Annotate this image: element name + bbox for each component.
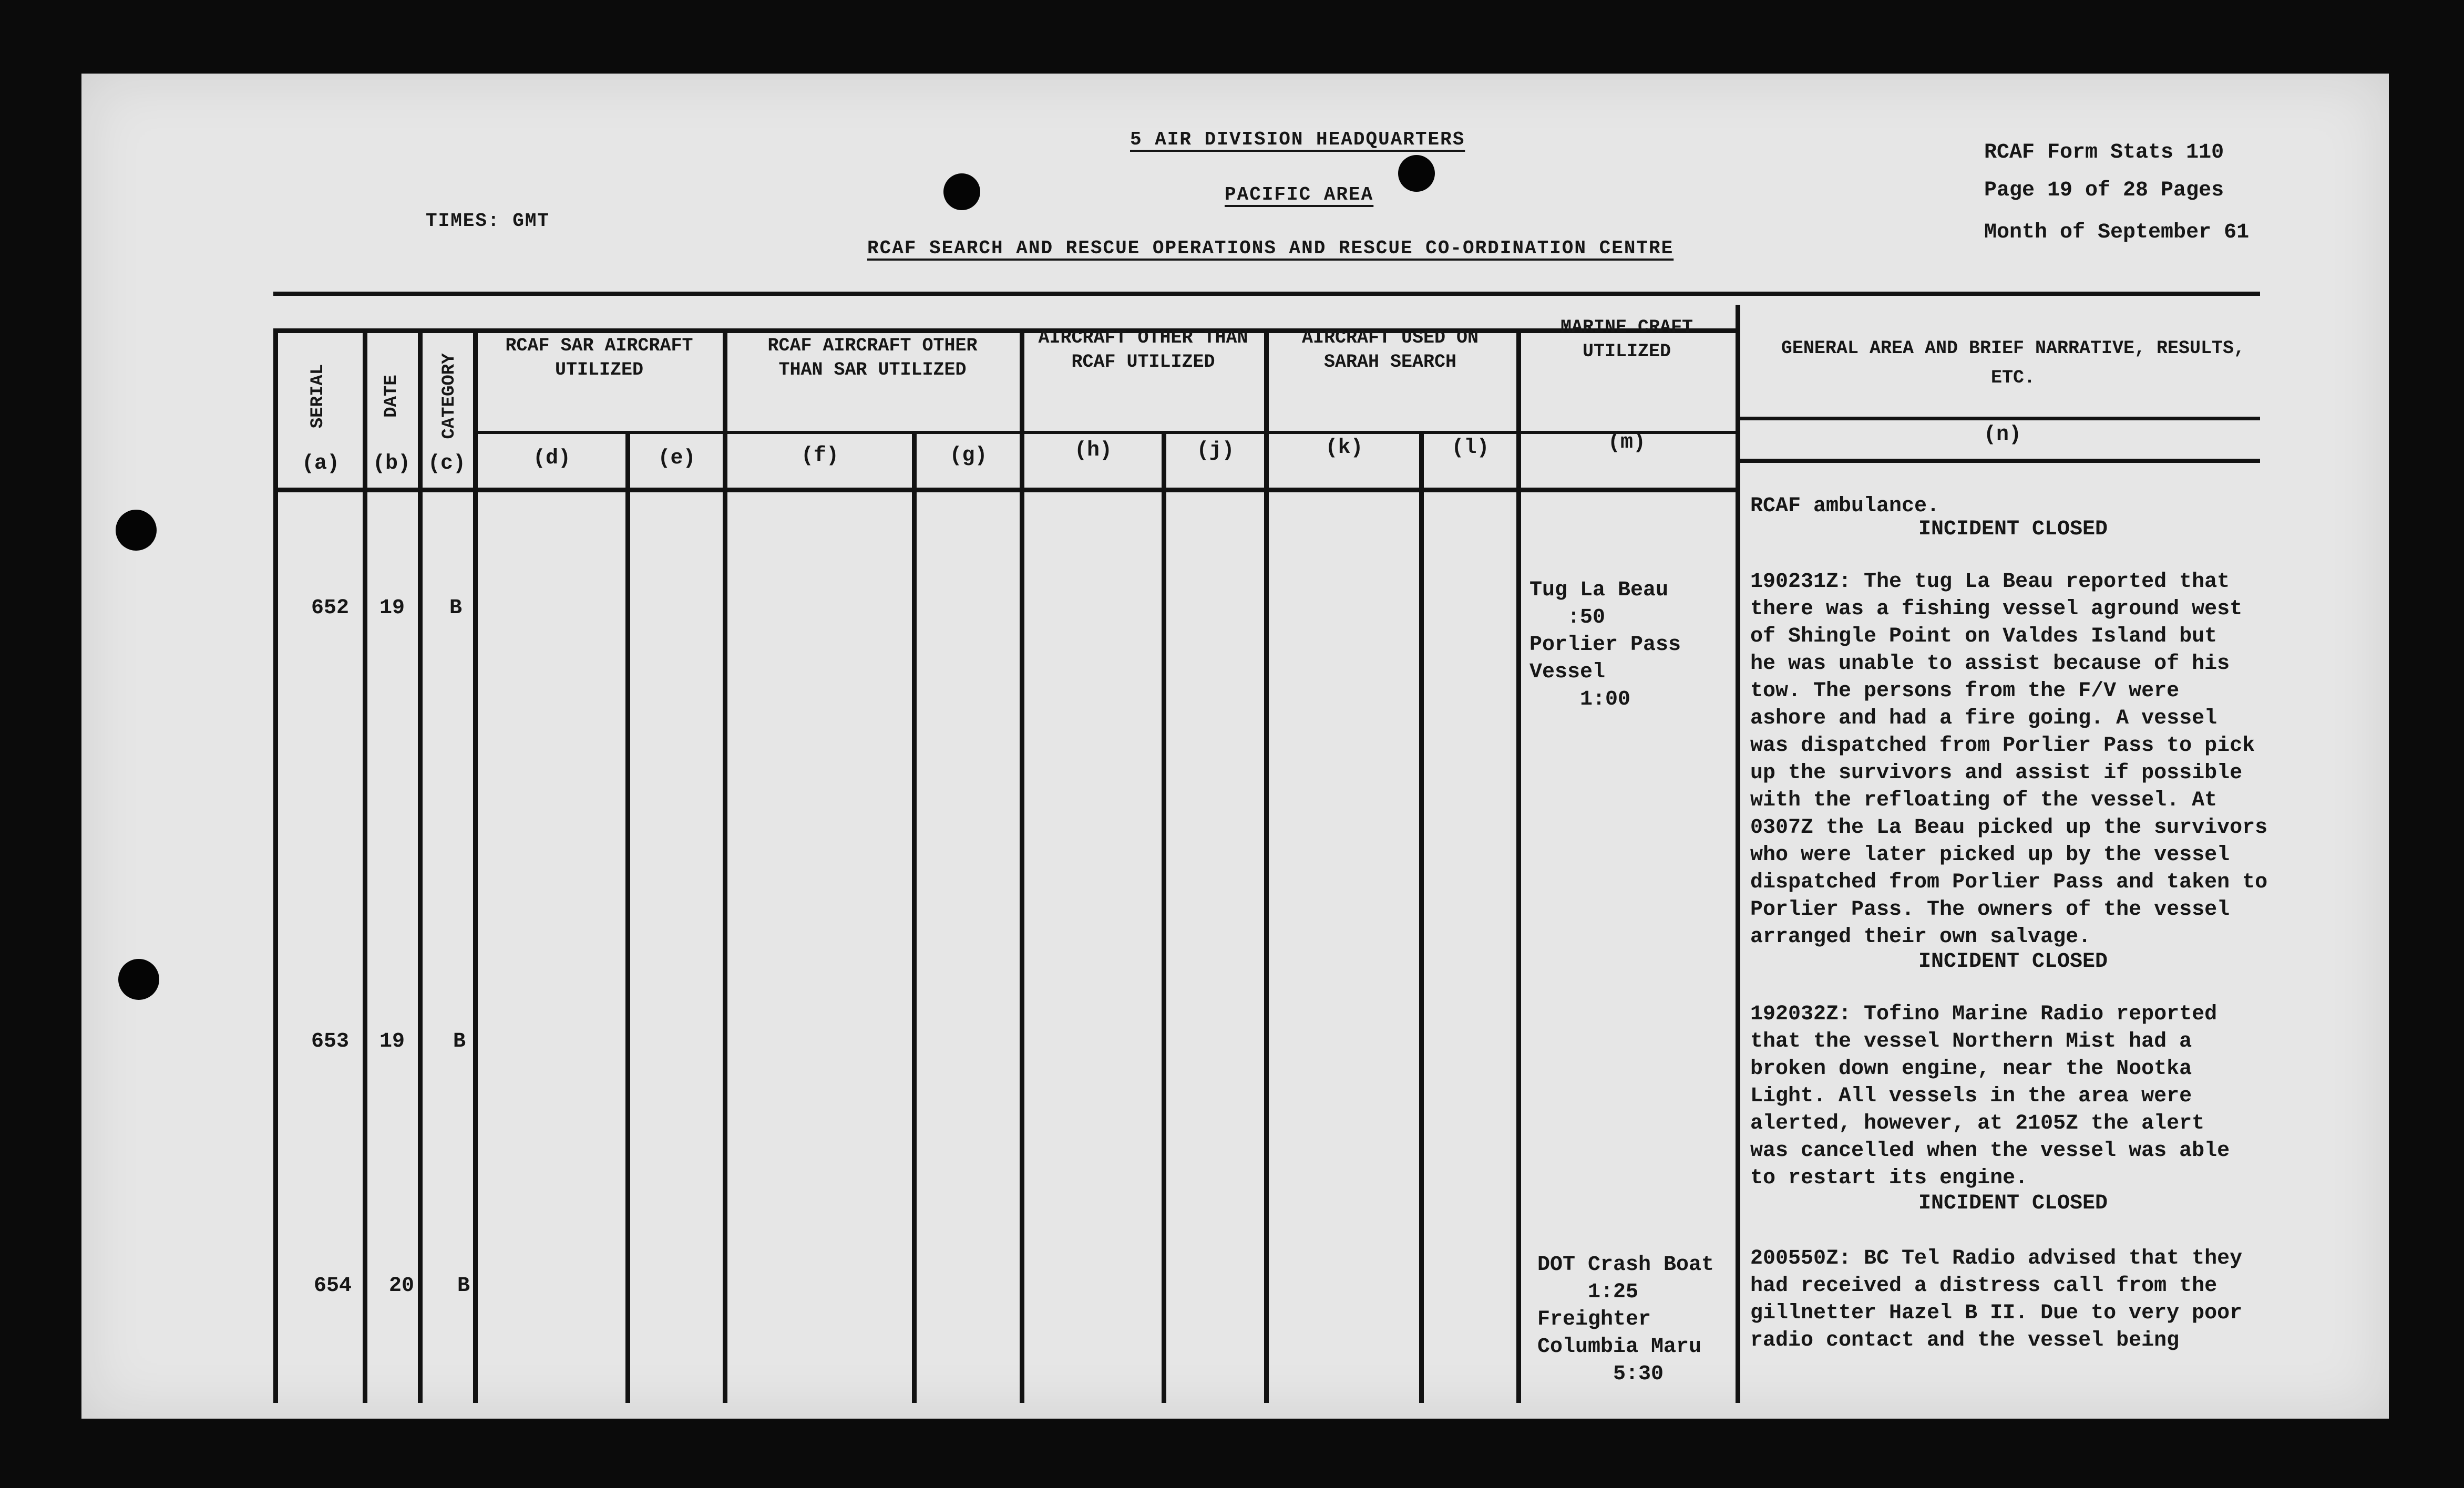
binder-hole: [1398, 155, 1435, 192]
narrative-line: arranged their own salvage.: [1750, 925, 2091, 949]
row-654-date: 20: [389, 1274, 415, 1298]
narrative-line: dispatched from Porlier Pass and taken to: [1750, 871, 2268, 894]
carry-over-line-1: RCAF ambulance.: [1750, 494, 1940, 518]
column-header-serial: SERIAL: [308, 364, 328, 429]
row-654-serial: 654: [314, 1274, 352, 1298]
column-letter-a: (a): [301, 452, 340, 476]
column-header-category: CATEGORY: [439, 353, 459, 439]
title-line-3: RCAF SEARCH AND RESCUE OPERATIONS AND RESCUE CO-ORDINATION CENTRE: [867, 237, 1674, 259]
col-line-l: [1516, 328, 1521, 1403]
narrative-line: 0307Z the La Beau picked up the survivors: [1750, 816, 2268, 840]
col-line-m: [1736, 305, 1740, 1403]
narrative-line: of Shingle Point on Valdes Island but: [1750, 625, 2217, 648]
row-654-category: B: [457, 1274, 470, 1298]
narrative-line: 192032Z: Tofino Marine Radio reported: [1750, 1003, 2217, 1026]
col-line-b: [418, 328, 423, 1403]
column-header-sarah: AIRCRAFT USED ON SARAH SEARCH: [1301, 327, 1479, 373]
column-letter-c: (c): [427, 452, 466, 476]
narrative-line: was cancelled when the vessel was able: [1750, 1139, 2230, 1163]
carry-over-incident-closed: INCIDENT CLOSED: [1918, 518, 2108, 541]
column-letter-b: (b): [372, 452, 410, 476]
column-header-rcaf-other: RCAF AIRCRAFT OTHER THAN SAR UTILIZED: [767, 335, 978, 380]
column-letter-f: (f): [800, 444, 839, 468]
narrative-line: broken down engine, near the Nootka: [1750, 1057, 2192, 1081]
column-header-date: DATE: [382, 375, 402, 418]
row-652-serial: 652: [311, 596, 350, 620]
col-line-h: [1162, 433, 1166, 1403]
col-line-left: [273, 328, 278, 1403]
narrative-line: who were later picked up by the vessel: [1750, 843, 2230, 867]
row-653-category: B: [453, 1030, 466, 1053]
col-line-e: [723, 328, 727, 1403]
column-header-marine: MARINE CRAFT UTILIZED: [1560, 317, 1693, 362]
page-count: Page 19 of 28 Pages: [1984, 179, 2224, 202]
column-letter-n: (n): [1983, 423, 2021, 447]
col-line-d: [625, 433, 630, 1403]
narrative-line: tow. The persons from the F/V were: [1750, 679, 2180, 703]
title-line-1: 5 AIR DIVISION HEADQUARTERS: [1130, 129, 1465, 150]
narrative-line: there was a fishing vessel aground west: [1750, 597, 2243, 621]
col-line-k: [1419, 433, 1424, 1403]
narrative-line: radio contact and the vessel being: [1750, 1329, 2180, 1352]
column-letter-j: (j): [1196, 439, 1235, 462]
column-header-non-rcaf: AIRCRAFT OTHER THAN RCAF UTILIZED: [1038, 327, 1248, 373]
row-652-incident-closed: INCIDENT CLOSED: [1918, 950, 2108, 974]
narrative-line: 190231Z: The tug La Beau reported that: [1750, 570, 2230, 594]
narrative-line: 200550Z: BC Tel Radio advised that they: [1750, 1247, 2243, 1270]
col-line-f: [912, 433, 917, 1403]
column-letter-m: (m): [1607, 431, 1646, 454]
column-letter-k: (k): [1325, 436, 1363, 460]
narrative-line: he was unable to assist because of his: [1750, 652, 2230, 676]
narrative-line: Porlier Pass. The owners of the vessel: [1750, 898, 2230, 922]
column-header-narrative: GENERAL AREA AND BRIEF NARRATIVE, RESULTS, ETC.: [1781, 338, 2245, 388]
narrative-line: with the refloating of the vessel. At: [1750, 789, 2217, 812]
binder-hole: [943, 173, 980, 210]
column-letter-e: (e): [658, 447, 696, 470]
narrative-line: to restart its engine.: [1750, 1166, 2028, 1190]
column-letter-d: (d): [532, 447, 571, 470]
row-652-date: 19: [379, 596, 405, 620]
narrative-line: ashore and had a fire going. A vessel: [1750, 707, 2217, 730]
row-653-incident-closed: INCIDENT CLOSED: [1918, 1192, 2108, 1215]
month-label: Month of September 61: [1984, 221, 2250, 244]
title-line-2: PACIFIC AREA: [1225, 184, 1374, 205]
narrative-line: alerted, however, at 2105Z the alert: [1750, 1112, 2205, 1135]
row-652-marine-craft: Tug La Beau :50 Porlier Pass Vessel 1:00: [1529, 578, 1681, 711]
narrative-line: that the vessel Northern Mist had a: [1750, 1030, 2192, 1053]
narrative-line: had received a distress call from the: [1750, 1274, 2217, 1298]
row-654-marine-craft: DOT Crash Boat 1:25 Freighter Columbia Maru 5:30: [1537, 1253, 1714, 1386]
col-line-a: [363, 328, 367, 1403]
narrative-line: was dispatched from Porlier Pass to pick: [1750, 734, 2255, 758]
binder-hole: [116, 510, 157, 551]
column-letter-g: (g): [949, 444, 988, 468]
form-number: RCAF Form Stats 110: [1984, 141, 2224, 164]
table-top-rule: [273, 292, 2260, 296]
narrative-line: Light. All vessels in the area were: [1750, 1084, 2192, 1108]
column-letter-h: (h): [1074, 439, 1112, 462]
row-652-category: B: [449, 596, 463, 620]
row-653-serial: 653: [311, 1030, 350, 1053]
col-line-g: [1020, 328, 1024, 1403]
header-bottom-border-n: [1737, 459, 2260, 463]
column-letter-l: (l): [1451, 436, 1490, 460]
times-label: TIMES: GMT: [426, 210, 550, 232]
narrative-line: up the survivors and assist if possible: [1750, 761, 2243, 785]
col-line-j: [1264, 328, 1269, 1403]
header-divider-n: [1737, 417, 2260, 420]
narrative-line: gillnetter Hazel B II. Due to very poor: [1750, 1301, 2243, 1325]
col-line-c: [473, 328, 478, 1403]
binder-hole: [118, 959, 159, 1000]
row-653-date: 19: [379, 1030, 405, 1053]
column-header-rcaf-sar: RCAF SAR AIRCRAFT UTILIZED: [505, 335, 693, 380]
